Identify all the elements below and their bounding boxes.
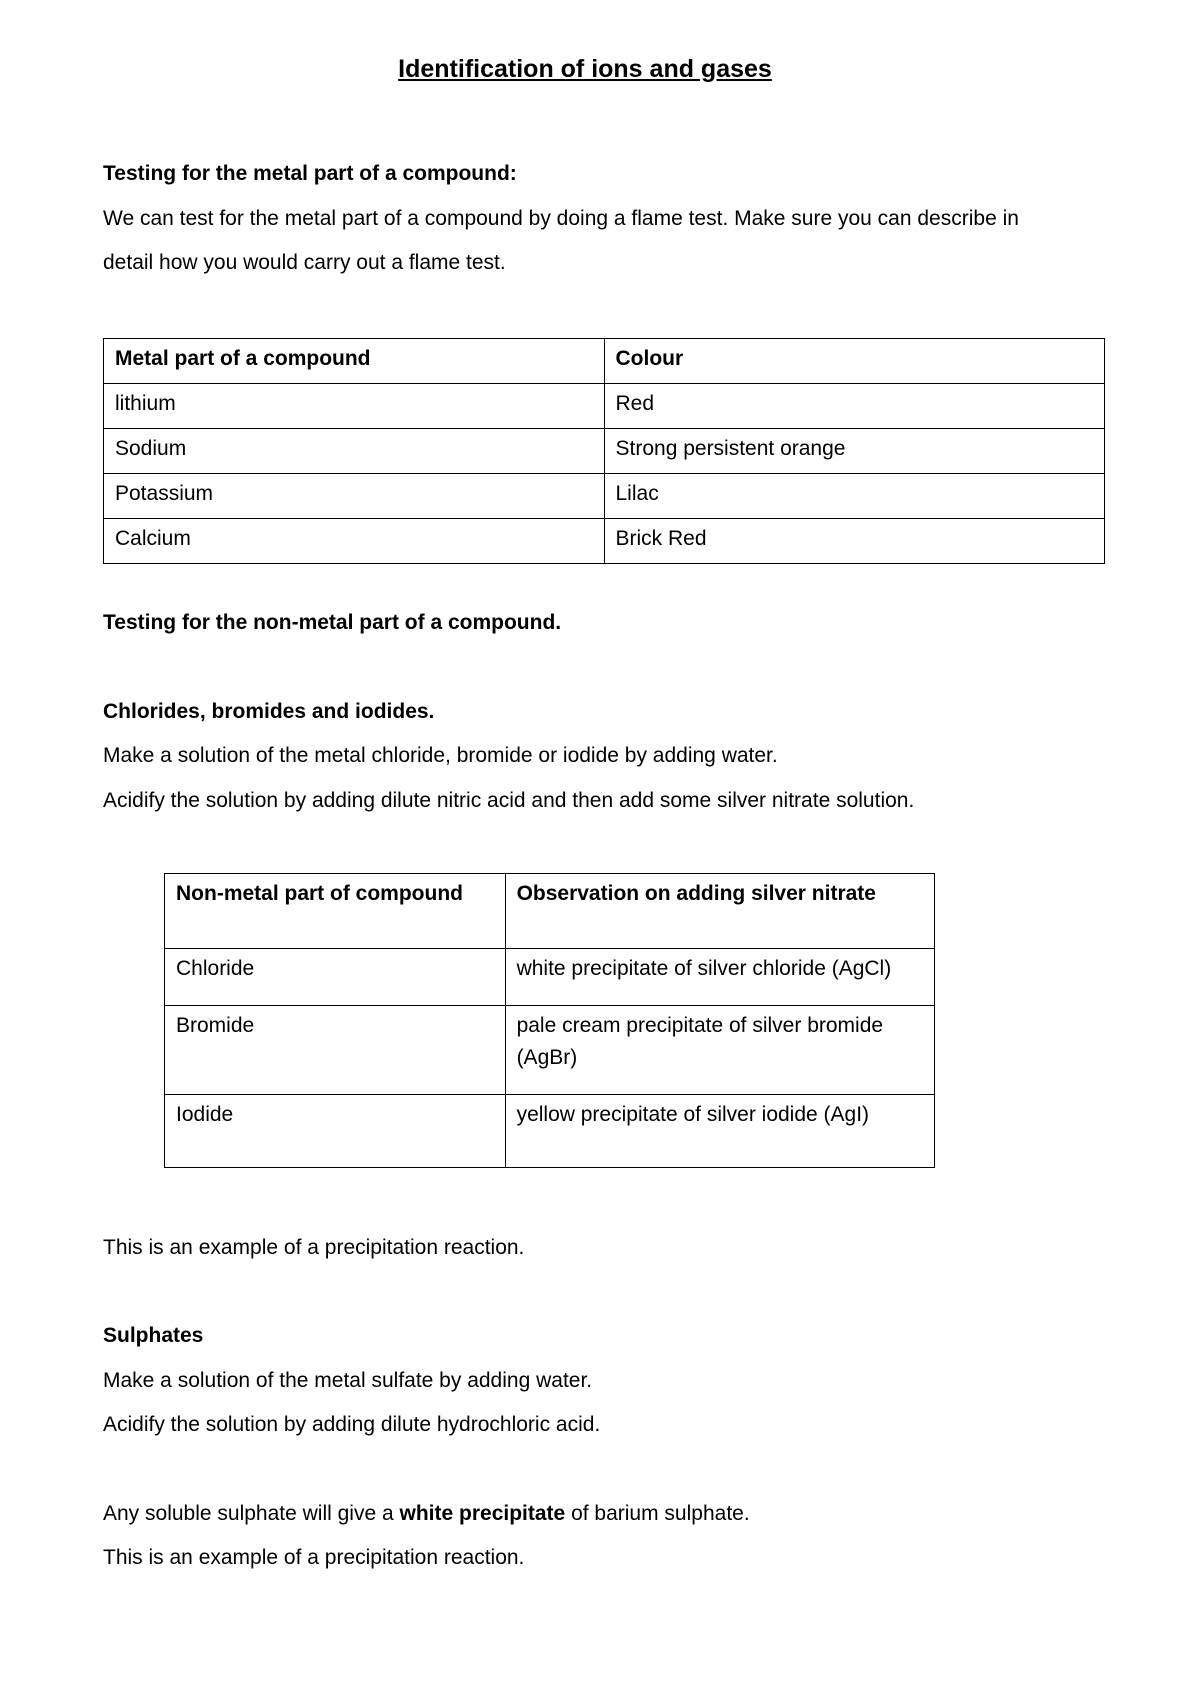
result-text-after: of barium sulphate. <box>571 1502 750 1525</box>
halides-note: This is an example of a precipitation reaction. <box>103 1236 525 1259</box>
colour-cell: Red <box>604 384 1105 429</box>
halides-step-1: Make a solution of the metal chloride, bromide or iodide by adding water. <box>103 744 778 767</box>
table-row <box>104 429 1105 474</box>
column-header: Colour <box>604 339 1105 384</box>
table-row <box>165 949 935 1006</box>
observation-cell: pale cream precipitate of silver bromide (AgBr) <box>505 1006 934 1095</box>
metal-cell: Sodium <box>104 429 605 474</box>
ion-cell: Iodide <box>165 1095 506 1168</box>
nonmetal-section-heading: Testing for the non-metal part of a compound. <box>103 611 562 634</box>
result-emphasis: white precipitate <box>399 1502 566 1525</box>
sulphates-step-1: Make a solution of the metal sulfate by adding water. <box>103 1369 593 1392</box>
column-header: Metal part of a compound <box>104 339 605 384</box>
table-row <box>104 384 1105 429</box>
metal-intro-line-1: We can test for the metal part of a compound by doing a flame test. Make sure you can describe in <box>103 207 1019 230</box>
ion-cell: Chloride <box>165 949 506 1006</box>
metal-intro-line-2: detail how you would carry out a flame test. <box>103 251 506 274</box>
sulphates-heading: Sulphates <box>103 1324 204 1347</box>
table-row <box>165 1006 935 1095</box>
colour-cell: Lilac <box>604 474 1105 519</box>
sulphates-note: This is an example of a precipitation reaction. <box>103 1546 525 1569</box>
observation-cell: white precipitate of silver chloride (AgCl) <box>505 949 934 1006</box>
page-title: Identification of ions and gases <box>398 55 772 83</box>
halides-heading: Chlorides, bromides and iodides. <box>103 700 435 723</box>
ion-cell: Bromide <box>165 1006 506 1095</box>
table-header-row <box>165 874 935 949</box>
metal-cell: Calcium <box>104 519 605 564</box>
table-row <box>165 1095 935 1168</box>
metal-cell: lithium <box>104 384 605 429</box>
table-row <box>104 519 1105 564</box>
metal-cell: Potassium <box>104 474 605 519</box>
flame-test-table <box>103 338 1105 564</box>
table-header-row <box>104 339 1105 384</box>
colour-cell: Strong persistent orange <box>604 429 1105 474</box>
colour-cell: Brick Red <box>604 519 1105 564</box>
column-header: Non-metal part of compound <box>165 874 506 949</box>
column-header: Observation on adding silver nitrate <box>505 874 934 949</box>
result-text-before: Any soluble sulphate will give a <box>103 1502 394 1525</box>
sulphates-result <box>103 1499 750 1529</box>
halides-step-2: Acidify the solution by adding dilute nitric acid and then add some silver nitrate solution. <box>103 789 915 812</box>
metal-section-heading: Testing for the metal part of a compound: <box>103 162 517 185</box>
table-row <box>104 474 1105 519</box>
observation-cell: yellow precipitate of silver iodide (AgI) <box>505 1095 934 1168</box>
silver-nitrate-table <box>164 873 935 1168</box>
sulphates-step-2: Acidify the solution by adding dilute hydrochloric acid. <box>103 1413 601 1436</box>
